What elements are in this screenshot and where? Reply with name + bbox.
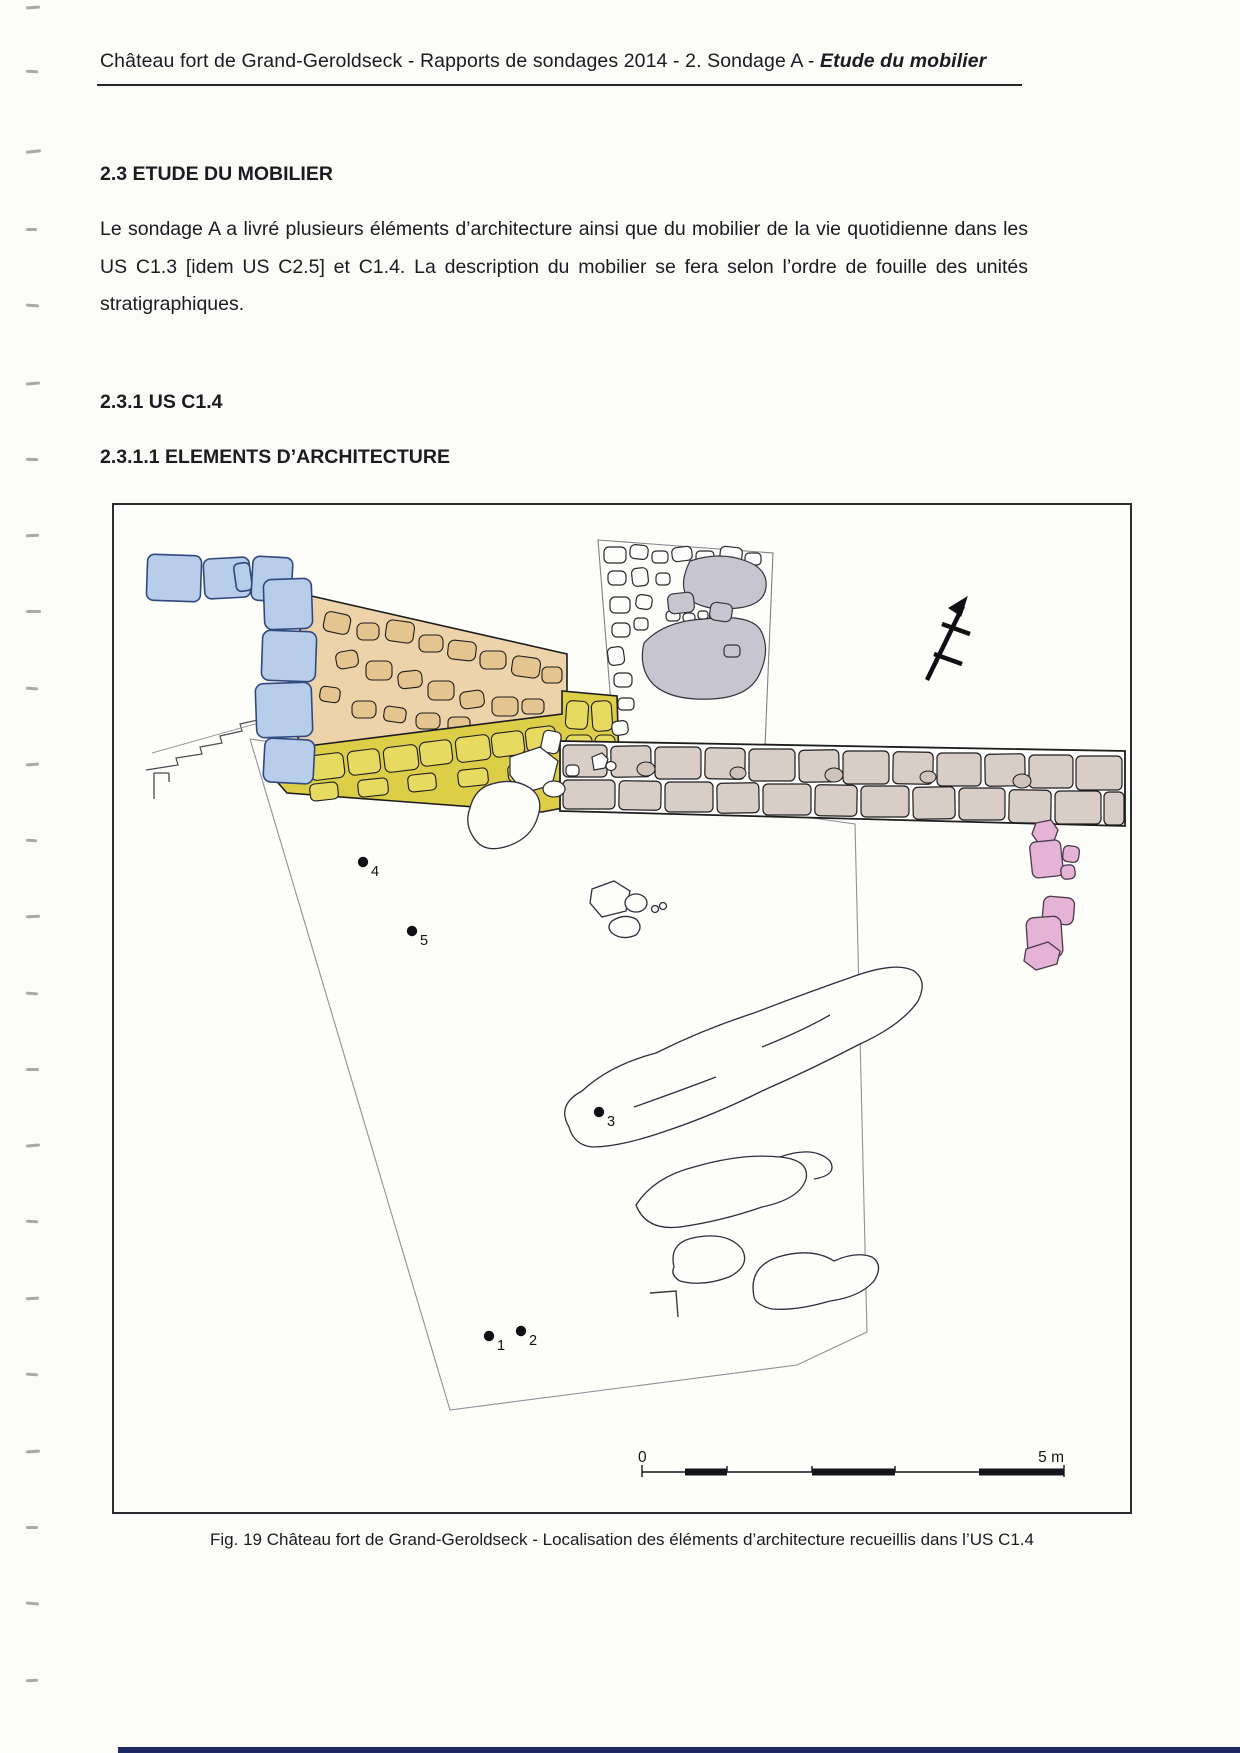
svg-text:4: 4 (371, 864, 380, 880)
long-wall (560, 741, 1125, 826)
blue-wall-stones (146, 554, 317, 784)
body-paragraph: Le sondage A a livré plusieurs éléments d’architecture ainsi que du mobilier de la vie quotidienne dans les US C1.3 [idem US C2.5] et C1.4. La description du mobilier se fera selon l’ordre de fouille des unités stratigraphiques. (100, 218, 1028, 315)
north-arrow-icon (927, 597, 970, 680)
subsection-heading: 2.3.1 US C1.4 (100, 391, 223, 413)
scale-start-label: 0 (638, 1449, 647, 1466)
scan-edge-artifact (118, 1747, 1240, 1753)
survey-corner-mark (650, 1291, 678, 1317)
scale-end-label: 5 m (1038, 1449, 1064, 1466)
svg-text:5: 5 (420, 933, 429, 949)
header-title: Château fort de Grand-Geroldseck - Rapports de sondages 2014 - 2. Sondage A - (100, 50, 820, 72)
find-point-5 (407, 926, 428, 949)
excavation-plan-drawing (114, 505, 1130, 1512)
svg-text:2: 2 (529, 1333, 538, 1349)
page-header (100, 50, 1040, 73)
bedrock-outlines (468, 781, 922, 1309)
subsubsection-heading: 2.3.1.1 ELEMENTS D’ARCHITECTURE (100, 446, 450, 468)
svg-text:3: 3 (607, 1114, 616, 1130)
find-point-4 (358, 857, 379, 880)
section-heading: 2.3 ETUDE DU MOBILIER (100, 163, 333, 185)
figure-plan-frame (112, 503, 1132, 1514)
scale-bar (638, 1449, 1064, 1477)
find-point-2 (516, 1326, 537, 1349)
find-point-1 (484, 1331, 505, 1354)
svg-text:1: 1 (497, 1338, 506, 1354)
figure-caption: Fig. 19 Château fort de Grand-Geroldseck - Localisation des éléments d’architecture recueillis dans l’US C1.4 (210, 1530, 1034, 1549)
pink-stones (1024, 820, 1080, 970)
header-rule (97, 84, 1022, 86)
header-title-emphasis: Etude du mobilier (820, 50, 987, 72)
